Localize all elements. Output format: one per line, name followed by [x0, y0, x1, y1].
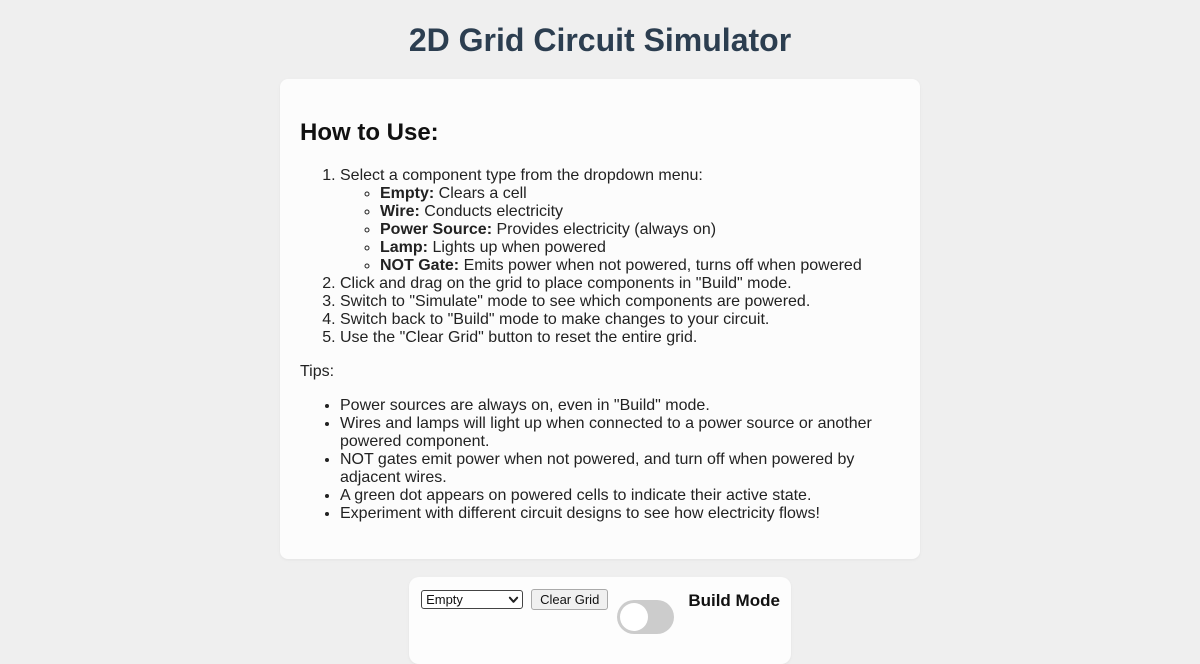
how-to-use-heading: How to Use: [300, 119, 439, 146]
instructions-card [280, 79, 920, 559]
component-type-term: Power Source: [380, 221, 493, 238]
component-select-wrap [421, 590, 523, 609]
component-type-item: ◦ NOT Gate: Emits power when not powered, turns off when powered [380, 257, 900, 275]
controls-panel [409, 577, 791, 664]
tip-item: • NOT gates emit power when not powered, and turn off when powered by adjacent wires. [340, 451, 900, 487]
mode-label: Build Mode [688, 591, 780, 610]
mode-toggle[interactable] [617, 600, 674, 634]
component-type-term: Wire: [380, 203, 420, 220]
instruction-step: 4. Switch back to "Build" mode to make changes to your circuit. [340, 311, 900, 329]
tip-item: • A green dot appears on powered cells to indicate their active state. [340, 487, 900, 505]
component-types-list [340, 185, 900, 275]
tip-item: • Experiment with different circuit designs to see how electricity flows! [340, 505, 900, 523]
component-type-term: Lamp: [380, 239, 428, 256]
component-type-item: ◦ Lamp: Lights up when powered [380, 239, 900, 257]
component-type-term: NOT Gate: [380, 257, 460, 274]
component-type-item: ◦ Wire: Conducts electricity [380, 203, 900, 221]
tips-heading: Tips: [300, 363, 335, 380]
instruction-step: 1. Select a component type from the dropdown menu: ◦ Empty: Clears a cell ◦ Wire: Conducts electricity ◦ Power Source: Provides electricity (always on) ◦ Lamp: Lights up when powered ◦ NOT Gate: Emits power when not powered, turns off when powered [340, 167, 900, 275]
steps-list [300, 167, 900, 347]
component-type-item: ◦ Power Source: Provides electricity (always on) [380, 221, 900, 239]
tip-item: • Wires and lamps will light up when connected to a power source or another powered component. [340, 415, 900, 451]
tip-item: • Power sources are always on, even in "Build" mode. [340, 397, 900, 415]
instruction-step: 5. Use the "Clear Grid" button to reset the entire grid. [340, 329, 900, 347]
instruction-step: 2. Click and drag on the grid to place components in "Build" mode. [340, 275, 900, 293]
component-type-term: Empty: [380, 185, 435, 202]
page-title: 2D Grid Circuit Simulator [408, 22, 792, 58]
instruction-step: 3. Switch to "Simulate" mode to see which components are powered. [340, 293, 900, 311]
tips-list [300, 397, 900, 523]
mode-toggle-knob [620, 603, 648, 631]
component-type-item: ◦ Empty: Clears a cell [380, 185, 900, 203]
component-select[interactable] [421, 590, 523, 609]
clear-grid-button[interactable]: Clear Grid [531, 589, 608, 610]
